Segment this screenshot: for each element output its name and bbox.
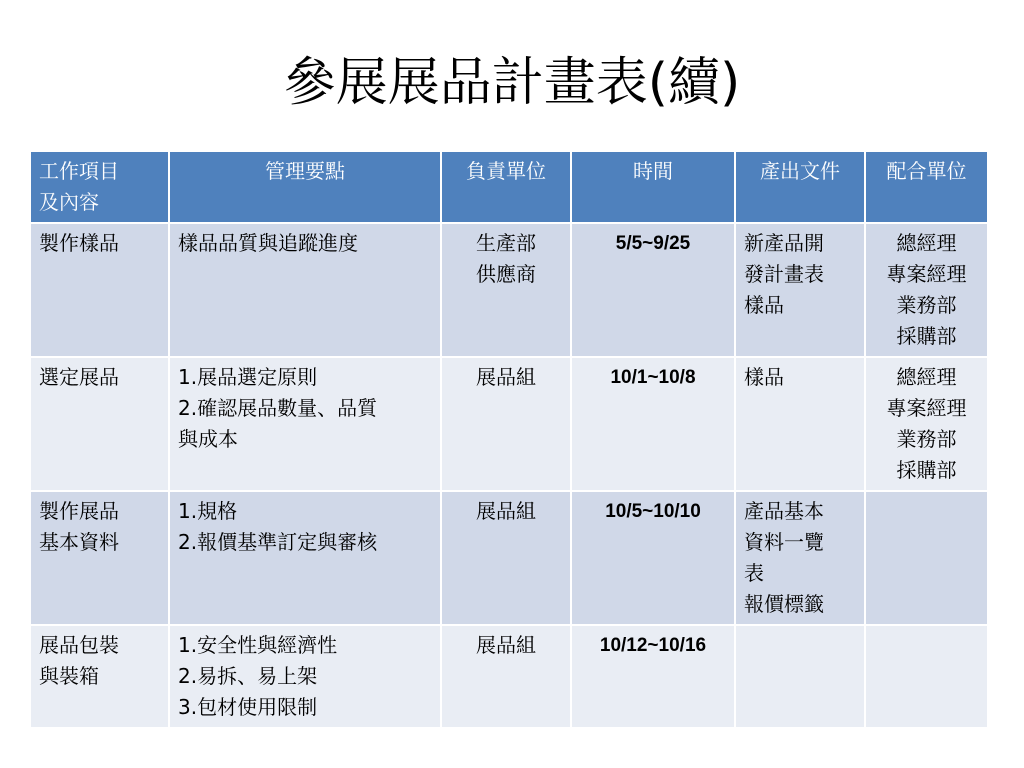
cell-responsible-unit: 生產部 供應商 (441, 223, 571, 357)
cell-task: 製作樣品 (30, 223, 169, 357)
cell-task: 選定展品 (30, 357, 169, 491)
header-task: 工作項目 及內容 (30, 151, 169, 223)
cell-task: 展品包裝 與裝箱 (30, 625, 169, 728)
cell-output-docs: 新產品開 發計畫表 樣品 (735, 223, 865, 357)
table-row (30, 491, 988, 625)
cell-cooperating-unit: 總經理 專案經理 業務部 採購部 (865, 223, 988, 357)
cell-output-docs: 樣品 (735, 357, 865, 491)
table-row (30, 223, 988, 357)
header-output-docs: 產出文件 (735, 151, 865, 223)
cell-output-docs (735, 625, 865, 728)
cell-key-points: 1.展品選定原則 2.確認展品數量、品質 與成本 (169, 357, 441, 491)
plan-table (29, 150, 989, 729)
slide-title: 參展展品計畫表(續) (283, 53, 741, 113)
header-key-points: 管理要點 (169, 151, 441, 223)
cell-cooperating-unit: 總經理 專案經理 業務部 採購部 (865, 357, 988, 491)
cell-responsible-unit: 展品組 (441, 357, 571, 491)
cell-cooperating-unit (865, 491, 988, 625)
table-row (30, 625, 988, 728)
cell-output-docs: 產品基本 資料一覽 表 報價標籤 (735, 491, 865, 625)
header-cooperating-unit: 配合單位 (865, 151, 988, 223)
cell-time: 5/5~9/25 (571, 223, 735, 357)
cell-time: 10/12~10/16 (571, 625, 735, 728)
cell-key-points: 1.安全性與經濟性 2.易拆、易上架 3.包材使用限制 (169, 625, 441, 728)
table-header-row (30, 151, 988, 223)
cell-key-points: 樣品品質與追蹤進度 (169, 223, 441, 357)
cell-cooperating-unit (865, 625, 988, 728)
table-row (30, 357, 988, 491)
header-responsible-unit: 負責單位 (441, 151, 571, 223)
header-time: 時間 (571, 151, 735, 223)
cell-task: 製作展品 基本資料 (30, 491, 169, 625)
cell-responsible-unit: 展品組 (441, 625, 571, 728)
cell-time: 10/5~10/10 (571, 491, 735, 625)
cell-responsible-unit: 展品組 (441, 491, 571, 625)
cell-key-points: 1.規格 2.報價基準訂定與審核 (169, 491, 441, 625)
cell-time: 10/1~10/8 (571, 357, 735, 491)
